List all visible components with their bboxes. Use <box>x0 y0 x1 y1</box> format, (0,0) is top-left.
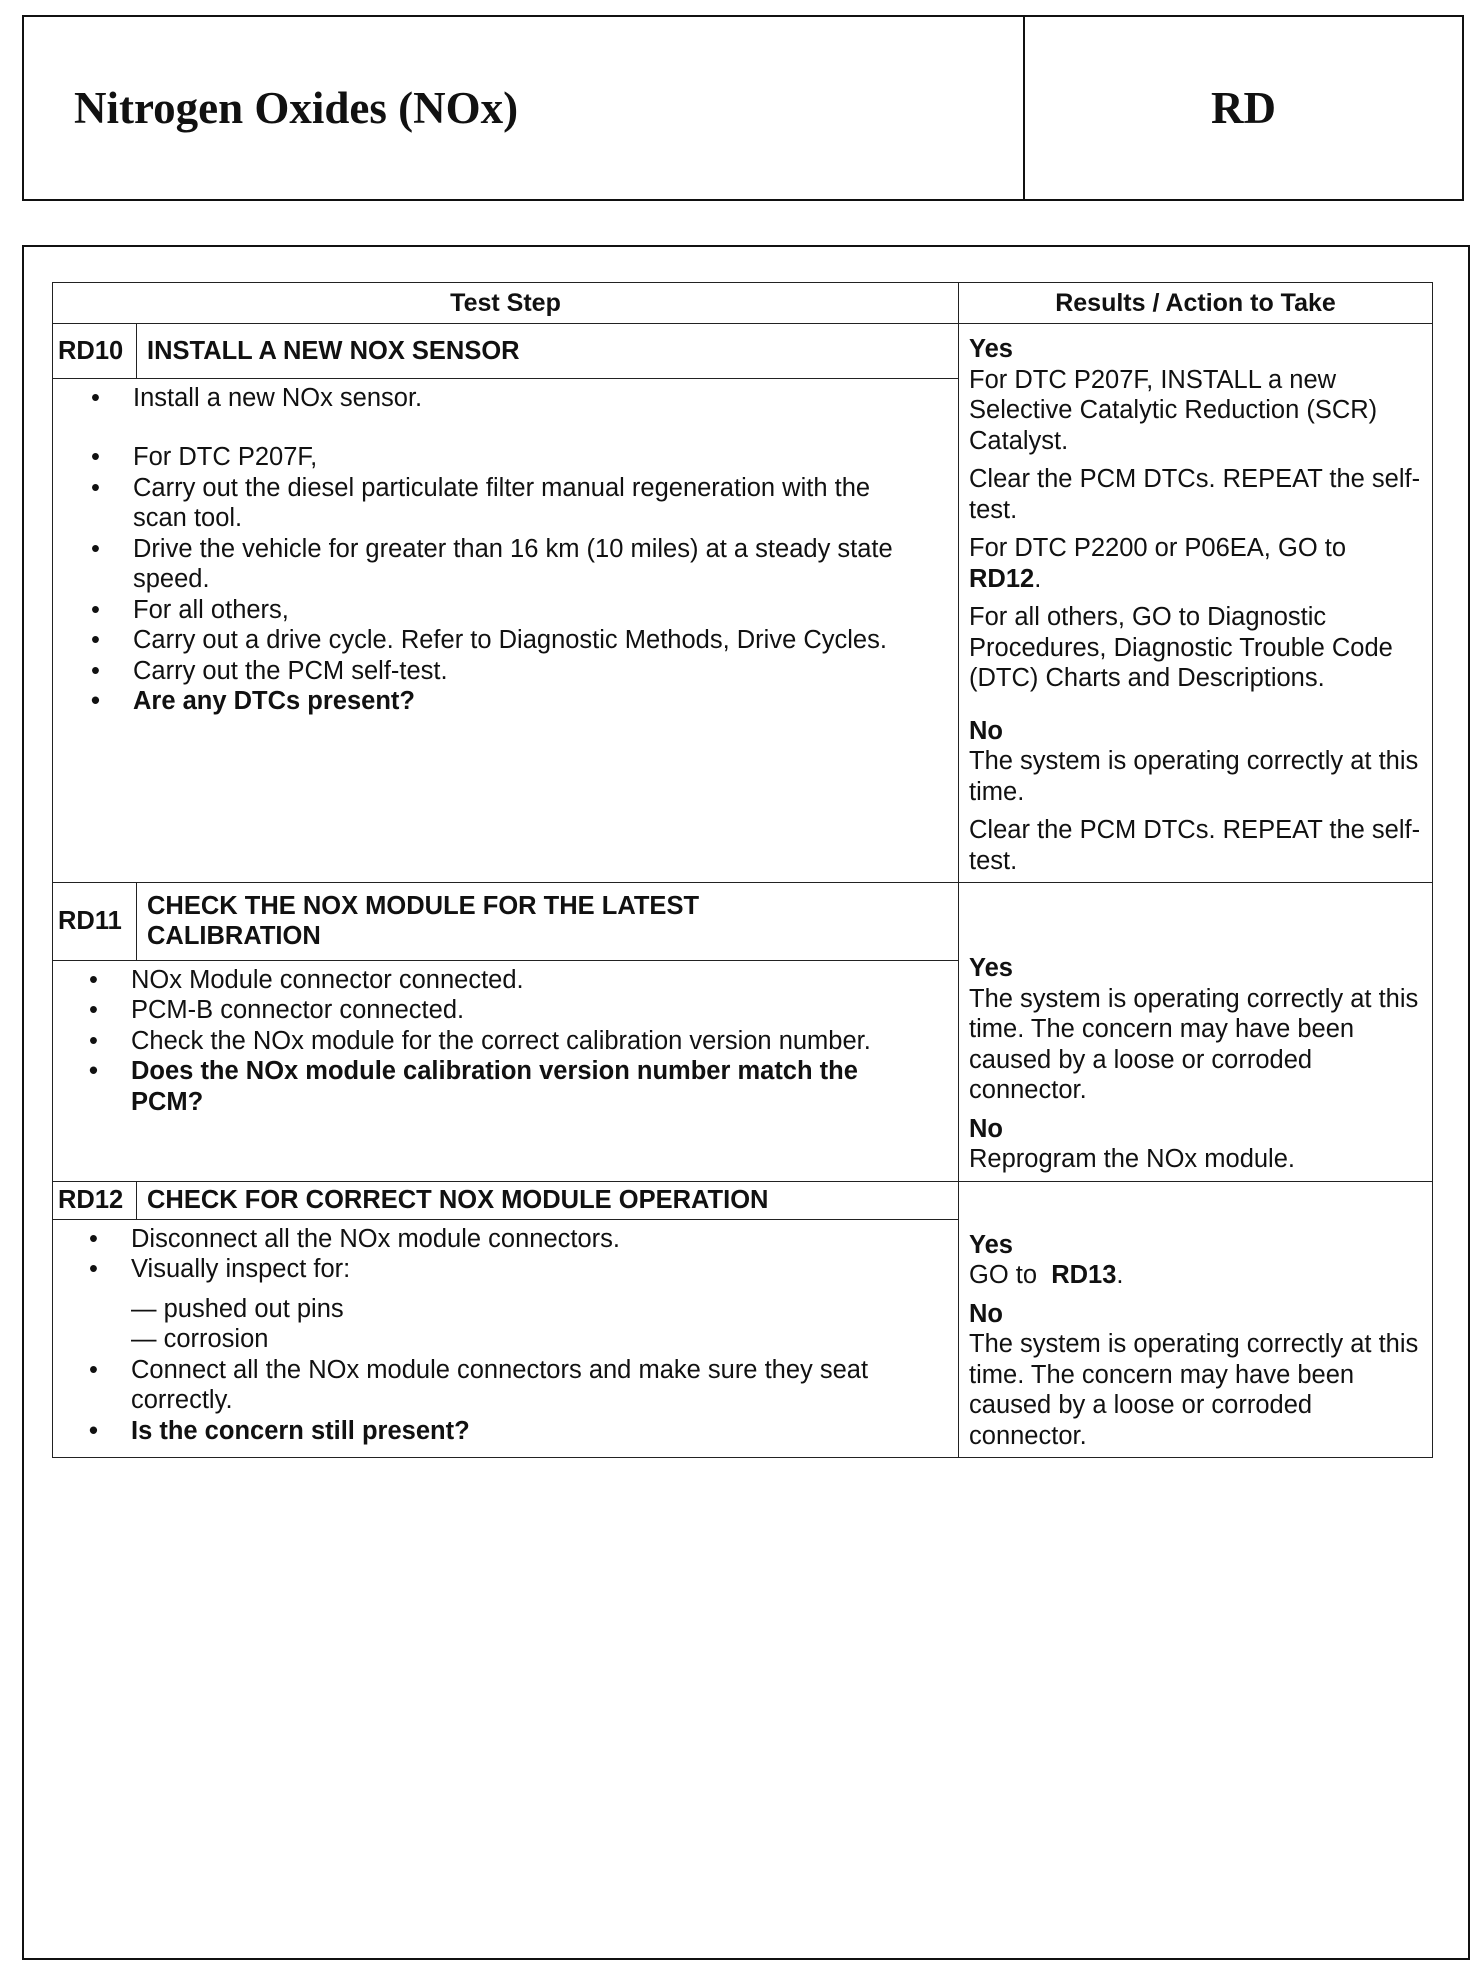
no-label: No <box>969 1114 1004 1143</box>
goto-prefix: For DTC P2200 or P06EA, GO to <box>969 534 1346 562</box>
step-body <box>53 960 959 1181</box>
result-text: For DTC P207F, INSTALL a new Selective Catalytic Reduction (SCR) Catalyst. <box>969 365 1378 455</box>
result-text: The system is operating correctly at this time. <box>969 747 1419 806</box>
step-question: • Does the NOx module calibration version number match the PCM? <box>89 1056 918 1117</box>
step-result <box>959 324 1433 883</box>
no-label: No <box>969 1299 1004 1328</box>
results-header: Results / Action to Take <box>959 283 1433 324</box>
section-code: RD <box>1211 83 1276 133</box>
step-title-row <box>53 883 1433 961</box>
result-text: Reprogram the NOx module. <box>969 1145 1295 1173</box>
step-item: • Visually inspect for: <box>89 1254 918 1285</box>
step-body <box>53 378 959 882</box>
result-text: For all others, GO to Diagnostic Procedures, Diagnostic Trouble Code (DTC) Charts and Descriptions. <box>969 603 1393 692</box>
step-result <box>959 1181 1433 1458</box>
step-title-row <box>53 1181 1433 1219</box>
step-item: • Disconnect all the NOx module connectors. <box>89 1224 918 1255</box>
page-title: Nitrogen Oxides (NOx) <box>24 17 1025 199</box>
step-item: • Carry out a drive cycle. Refer to Diagnostic Methods, Drive Cycles. <box>91 625 918 656</box>
step-body <box>53 1219 959 1457</box>
step-item: • Carry out the PCM self-test. <box>91 656 918 687</box>
step-title: CHECK THE NOX MODULE FOR THE LATEST CALIBRATION <box>137 883 959 961</box>
step-item: • Install a new NOx sensor. <box>91 383 918 414</box>
step-question: • Is the concern still present? <box>89 1416 918 1447</box>
step-item: • NOx Module connector connected. <box>89 965 918 996</box>
test-step-header: Test Step <box>53 283 959 324</box>
step-result <box>959 883 1433 1182</box>
step-item: • Check the NOx module for the correct calibration version number. <box>89 1026 918 1057</box>
goto-suffix: . <box>1034 564 1042 593</box>
yes-label: Yes <box>969 954 1013 982</box>
step-id: RD12 <box>53 1181 137 1219</box>
step-item: • Carry out the diesel particulate filter manual regeneration with the scan tool. <box>91 473 918 534</box>
goto-ref: RD12 <box>969 564 1035 593</box>
goto-ref: RD13 <box>1051 1261 1117 1289</box>
step-question: • Are any DTCs present? <box>91 686 918 717</box>
step-item: • PCM-B connector connected. <box>89 995 918 1026</box>
step-subitem: — pushed out pins <box>131 1294 344 1323</box>
step-subitem: — corrosion <box>131 1325 269 1354</box>
no-label: No <box>969 716 1004 745</box>
step-id: RD11 <box>53 883 137 961</box>
result-text: Clear the PCM DTCs. REPEAT the self-test. <box>969 816 1421 875</box>
goto-prefix: GO to <box>969 1261 1038 1289</box>
step-title: CHECK FOR CORRECT NOX MODULE OPERATION <box>137 1181 959 1219</box>
step-item: • Connect all the NOx module connectors and make sure they seat correctly. <box>89 1355 918 1416</box>
diagnostic-table <box>52 282 1433 1458</box>
result-goto <box>969 1260 1424 1291</box>
step-item: • For all others, <box>91 595 918 626</box>
page-header <box>22 15 1464 201</box>
table-header-row <box>53 283 1433 324</box>
result-text: The system is operating correctly at this time. The concern may have been caused by a loose or corroded connector. <box>969 984 1419 1104</box>
step-title-row <box>53 324 1433 379</box>
step-title: INSTALL A NEW NOX SENSOR <box>137 324 959 379</box>
goto-suffix: . <box>1116 1261 1124 1289</box>
step-item: • Drive the vehicle for greater than 16 km (10 miles) at a steady state speed. <box>91 534 918 595</box>
yes-label: Yes <box>969 1230 1013 1259</box>
yes-label: Yes <box>969 335 1013 363</box>
result-text: The system is operating correctly at this time. The concern may have been caused by a loose or corroded connector. <box>969 1330 1419 1450</box>
result-text: Clear the PCM DTCs. REPEAT the self-test. <box>969 465 1421 524</box>
result-goto <box>969 533 1424 594</box>
step-item: • For DTC P207F, <box>91 442 918 473</box>
step-id: RD10 <box>53 324 137 379</box>
